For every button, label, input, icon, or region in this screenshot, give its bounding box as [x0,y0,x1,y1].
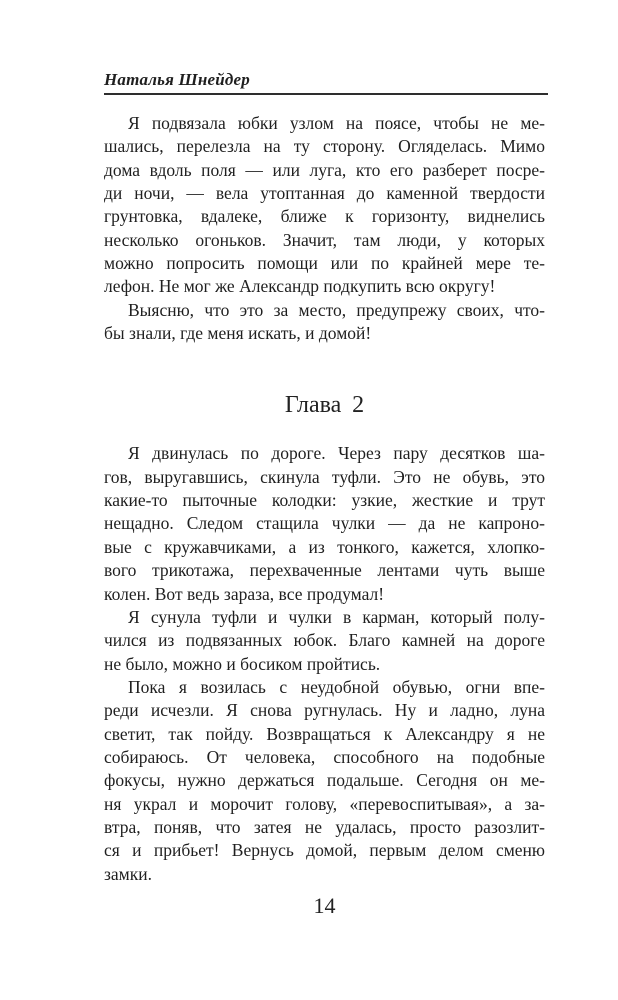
paragraph [104,112,545,299]
text-line: можно попросить помощи или по крайней мере те- [104,253,545,274]
text-line: замки. [104,863,152,884]
running-header-author: Наталья Шнейдер [104,70,251,89]
text-line: Я сунула туфли и чулки в карман, который полу- [128,606,545,627]
paragraph [104,442,545,605]
text-line: Выясню, что это за место, предупрежу своих, что- [128,299,545,320]
text-line: несколько огоньков. Значит, там люди, у которых [104,229,545,250]
text-line: ди ночи, — вела утоптанная до каменной твердости [104,183,545,204]
text-line: бы знали, где меня искать, и домой! [104,323,372,344]
text-line: чился из подвязанных юбок. Благо камней на дороге [104,630,545,651]
chapter-heading: Глава 2 [284,392,365,419]
text-line: колен. Вот ведь зараза, все продумал! [104,583,385,604]
text-line: ня украл и морочит голову, «перевоспитывая», а за- [104,793,545,814]
text-line: Я подвязала юбки узлом на поясе, чтобы не ме- [128,113,545,133]
page-number: 14 [313,893,336,918]
paragraph [104,676,545,886]
text-line: втра, поняв, что затея не удалась, просто разозлит- [104,816,545,837]
text-line: какие-то пыточные колодки: узкие, жесткие и трут [104,490,545,511]
running-header [104,70,548,95]
text-line: дома вдоль поля — или луга, кто его разберет посре- [104,159,545,180]
body-text [104,112,545,886]
text-line: собираюсь. От человека, способного на подобные [104,746,545,767]
text-line: лефон. Не мог же Александр подкупить всю округу! [104,276,496,297]
text-line: Пока я возилась с неудобной обувью, огни впе- [128,676,545,697]
paragraph [104,606,545,676]
text-line: фокусы, нужно держаться подальше. Сегодня он ме- [104,770,545,791]
paragraph [104,299,545,346]
text-line: вые с кружавчиками, а из тонкого, кажется, хлопко- [104,536,545,557]
text-line: Я двинулась по дороге. Через пару десятков ша- [128,443,545,464]
text-line: гов, выругавшись, скинула туфли. Это не обувь, это [104,466,545,487]
text-line: шались, перелезла на ту сторону. Огляделась. Мимо [104,136,545,157]
text-line: реди исчезли. Я снова ругнулась. Ну и ладно, луна [104,700,545,721]
text-line: грунтовка, вдалеке, ближе к горизонту, виднелись [104,206,545,227]
text-line: ся и прибьет! Вернусь домой, первым делом сменю [104,840,545,861]
text-line: нещадно. Следом стащила чулки — да не капроно- [104,513,545,534]
text-line: вого трикотажа, перехваченные лентами чуть выше [104,560,545,581]
text-line: светит, так пойду. Возвращаться к Александру я не [104,723,545,744]
text-line: не было, можно и босиком пройтись. [104,653,381,674]
